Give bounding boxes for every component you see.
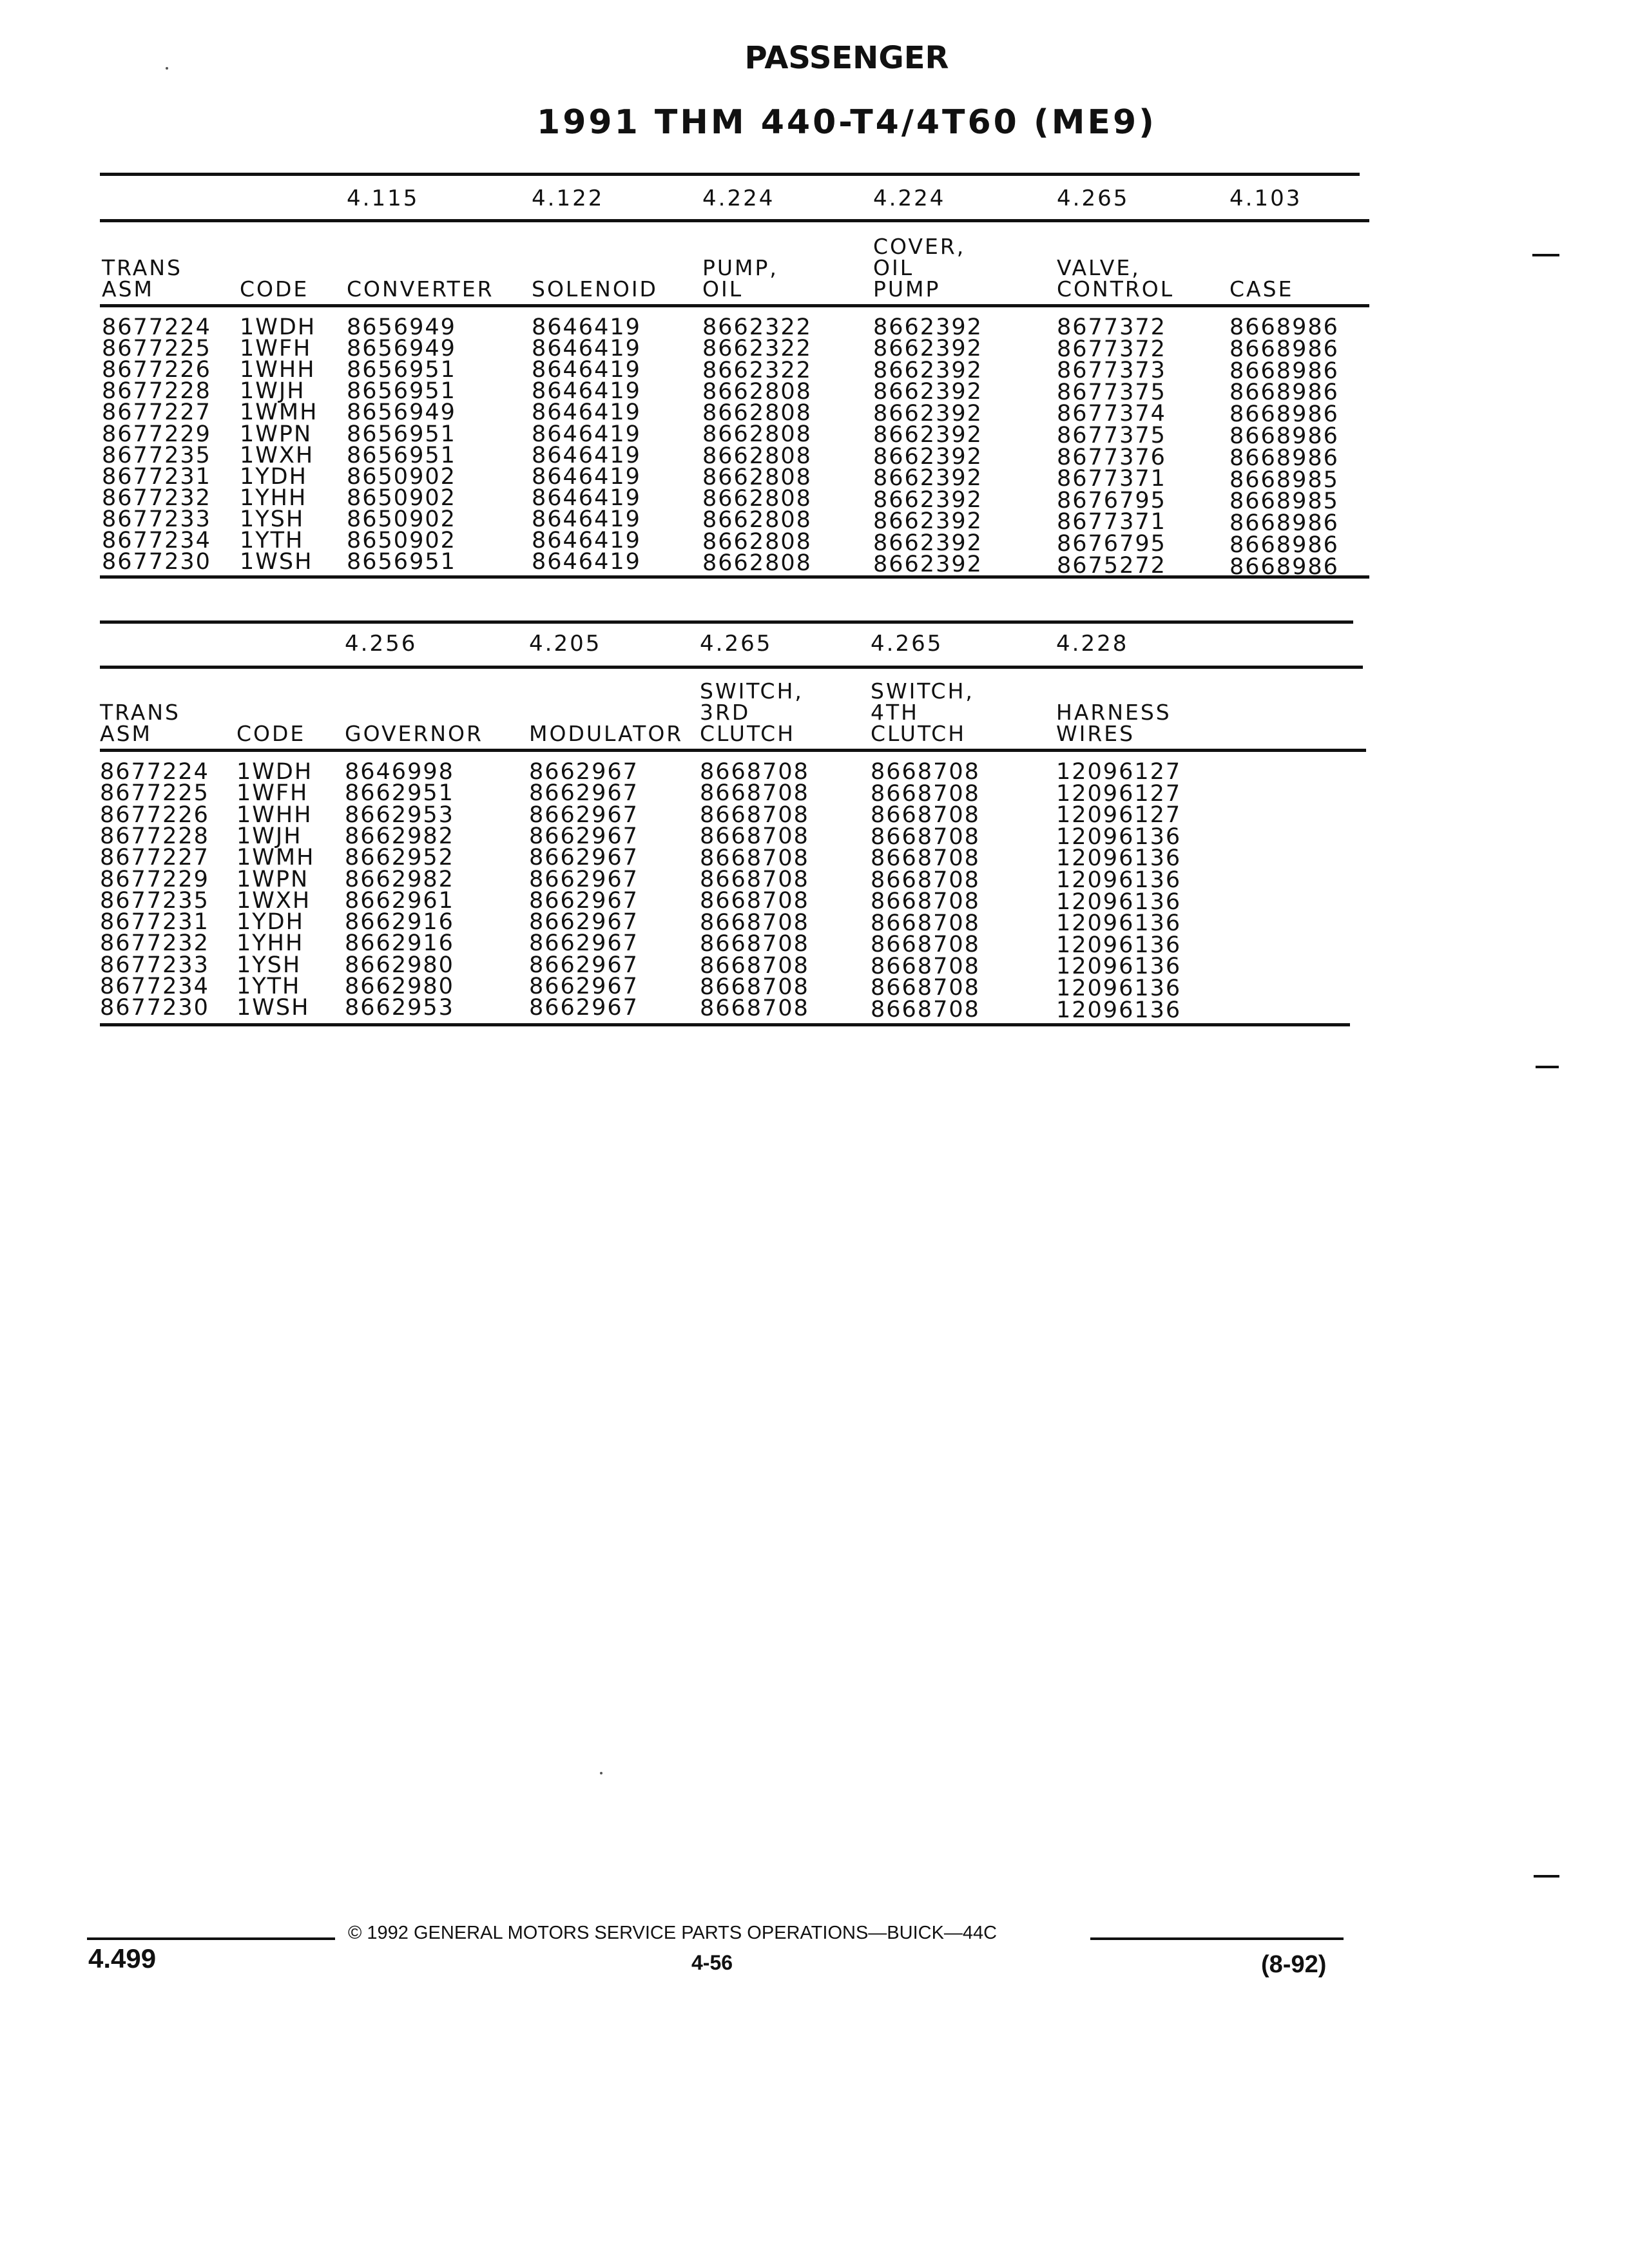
part-number: 8677228 bbox=[100, 823, 209, 849]
part-number: 8677371 bbox=[1057, 466, 1166, 492]
part-number: 8676795 bbox=[1057, 531, 1166, 557]
part-number: 8662967 bbox=[529, 780, 639, 807]
table2-bottom-rule bbox=[100, 1023, 1350, 1026]
section-number: 4.499 bbox=[88, 1943, 157, 1974]
part-number: 8662967 bbox=[529, 952, 639, 978]
code: 1YSH bbox=[240, 506, 305, 532]
part-number: 8677232 bbox=[102, 485, 211, 511]
code: 1WFH bbox=[236, 780, 309, 807]
ref-number: 4.224 bbox=[873, 186, 946, 211]
part-number: 8668986 bbox=[1229, 445, 1339, 471]
part-number: 8662953 bbox=[345, 995, 454, 1021]
part-number: 8656949 bbox=[347, 399, 456, 426]
part-number: 8662967 bbox=[529, 845, 639, 871]
part-number: 8646419 bbox=[532, 378, 641, 405]
part-number: 8677227 bbox=[100, 845, 209, 871]
column-header: COVER, OIL PUMP bbox=[873, 234, 966, 302]
part-number: 8662967 bbox=[529, 802, 639, 828]
part-number: 8662967 bbox=[529, 759, 639, 785]
part-number: 8677231 bbox=[102, 463, 211, 490]
ref-number: 4.205 bbox=[529, 631, 602, 657]
part-number: 8662953 bbox=[345, 802, 454, 828]
part-number: 8650902 bbox=[347, 463, 456, 490]
part-number: 8646419 bbox=[532, 463, 641, 490]
part-number: 8677374 bbox=[1057, 401, 1166, 427]
part-number: 8646419 bbox=[532, 506, 641, 532]
margin-mark bbox=[1534, 1875, 1559, 1878]
part-number: 8656951 bbox=[347, 549, 456, 575]
part-number: 8677230 bbox=[102, 549, 211, 575]
ref-number: 4.228 bbox=[1056, 631, 1129, 657]
part-number: 8646419 bbox=[532, 442, 641, 468]
part-number: 12096136 bbox=[1056, 889, 1182, 915]
part-number: 12096136 bbox=[1056, 997, 1182, 1023]
part-number: 8662982 bbox=[345, 823, 454, 849]
part-number: 8668708 bbox=[871, 845, 980, 871]
part-number: 8662967 bbox=[529, 974, 639, 999]
part-number: 12096136 bbox=[1056, 823, 1182, 850]
part-number: 8668708 bbox=[700, 931, 809, 957]
code: 1WMH bbox=[240, 399, 318, 426]
page-category: PASSENGER bbox=[744, 40, 949, 76]
part-number: 8646419 bbox=[532, 549, 641, 575]
part-number: 8668708 bbox=[871, 867, 980, 893]
part-number: 8662322 bbox=[702, 357, 812, 383]
part-number: 8662916 bbox=[345, 930, 454, 957]
part-number: 8668708 bbox=[871, 823, 980, 850]
ref-number: 4.103 bbox=[1229, 186, 1302, 211]
part-number: 8662392 bbox=[873, 422, 983, 448]
part-number: 8677224 bbox=[100, 759, 209, 785]
part-number: 8656951 bbox=[347, 357, 456, 383]
part-number: 8662808 bbox=[702, 378, 812, 405]
part-number: 8668986 bbox=[1229, 401, 1339, 428]
part-number: 8668708 bbox=[871, 932, 980, 957]
ref-number: 4.224 bbox=[702, 186, 775, 211]
part-number: 8662392 bbox=[873, 508, 983, 535]
column-header: CODE bbox=[240, 276, 309, 302]
part-number: 8662980 bbox=[345, 974, 454, 999]
part-number: 8677233 bbox=[100, 952, 209, 978]
part-number: 8668986 bbox=[1229, 532, 1339, 558]
part-number: 8677225 bbox=[102, 336, 211, 362]
part-number: 8656949 bbox=[347, 314, 456, 340]
part-number: 8646419 bbox=[532, 399, 641, 426]
column-header: HARNESS WIRES bbox=[1056, 700, 1171, 746]
part-number: 8677372 bbox=[1057, 336, 1166, 362]
part-number: 8668986 bbox=[1229, 314, 1339, 340]
part-number: 8677234 bbox=[100, 974, 209, 999]
part-number: 8662951 bbox=[345, 780, 454, 807]
part-number: 8677376 bbox=[1057, 444, 1166, 470]
footer-rule-right bbox=[1090, 1937, 1344, 1940]
code: 1WSH bbox=[236, 995, 310, 1021]
margin-mark bbox=[1532, 254, 1559, 256]
part-number: 12096127 bbox=[1056, 780, 1182, 807]
part-number: 8677375 bbox=[1057, 379, 1166, 405]
part-number: 8662808 bbox=[702, 464, 812, 490]
code: 1WPN bbox=[236, 866, 309, 892]
part-number: 8668708 bbox=[871, 910, 980, 936]
page-title: 1991 THM 440-T4/4T60 (ME9) bbox=[537, 103, 1157, 142]
part-number: 8668708 bbox=[871, 996, 980, 1023]
part-number: 8668986 bbox=[1229, 336, 1339, 362]
part-number: 8662808 bbox=[702, 443, 812, 469]
part-number: 12096136 bbox=[1056, 932, 1182, 958]
part-number: 8662392 bbox=[873, 486, 983, 513]
ref-number: 4.256 bbox=[345, 631, 418, 657]
part-number: 8677235 bbox=[100, 887, 209, 914]
code: 1YTH bbox=[236, 974, 301, 999]
part-number: 8662967 bbox=[529, 995, 639, 1021]
part-number: 8656951 bbox=[347, 378, 456, 405]
margin-mark bbox=[1536, 1066, 1559, 1068]
part-number: 8662967 bbox=[529, 887, 639, 914]
code: 1YDH bbox=[236, 909, 304, 936]
part-number: 8668986 bbox=[1229, 553, 1339, 580]
column-header: VALVE, CONTROL bbox=[1057, 255, 1175, 302]
part-number: 8668708 bbox=[700, 867, 809, 892]
part-number: 12096136 bbox=[1056, 867, 1182, 893]
scan-speck bbox=[166, 67, 168, 70]
code: 1YDH bbox=[240, 463, 307, 490]
part-number: 8662808 bbox=[702, 507, 812, 533]
part-number: 8668986 bbox=[1229, 358, 1339, 384]
column-header: SWITCH, 3RD CLUTCH bbox=[700, 678, 804, 746]
part-number: 8677234 bbox=[102, 528, 211, 553]
part-number: 8646419 bbox=[532, 528, 641, 553]
part-number: 8662808 bbox=[702, 528, 812, 555]
part-number: 8662980 bbox=[345, 952, 454, 978]
part-number: 8677230 bbox=[100, 995, 209, 1021]
part-number: 8677224 bbox=[102, 314, 211, 340]
part-number: 8662392 bbox=[873, 379, 983, 405]
part-number: 8656951 bbox=[347, 442, 456, 468]
part-number: 8662392 bbox=[873, 530, 983, 556]
code: 1WJH bbox=[236, 823, 302, 849]
part-number: 12096127 bbox=[1056, 759, 1182, 785]
part-number: 8677225 bbox=[100, 780, 209, 807]
part-number: 8662392 bbox=[873, 400, 983, 427]
code: 1WFH bbox=[240, 336, 312, 362]
part-number: 8677228 bbox=[102, 378, 211, 405]
part-number: 8662322 bbox=[702, 336, 812, 362]
ref-number: 4.122 bbox=[532, 186, 604, 211]
part-number: 8668708 bbox=[700, 759, 809, 785]
part-number: 8646419 bbox=[532, 314, 641, 340]
part-number: 8662808 bbox=[702, 550, 812, 576]
part-number: 8677229 bbox=[102, 421, 211, 447]
part-number: 8668708 bbox=[700, 823, 809, 850]
part-number: 8668708 bbox=[700, 845, 809, 871]
part-number: 8662392 bbox=[873, 443, 983, 470]
part-number: 8662961 bbox=[345, 887, 454, 914]
code: 1WSH bbox=[240, 549, 313, 575]
column-header: TRANS ASM bbox=[100, 700, 180, 746]
part-number: 8668986 bbox=[1229, 510, 1339, 537]
part-number: 8677229 bbox=[100, 866, 209, 892]
column-header: CONVERTER bbox=[347, 276, 494, 302]
code: 1YHH bbox=[236, 930, 304, 957]
column-header: PUMP, OIL bbox=[702, 255, 778, 302]
ref-number: 4.115 bbox=[347, 186, 419, 211]
part-number: 8677371 bbox=[1057, 509, 1166, 535]
page-number: 4-56 bbox=[691, 1951, 733, 1974]
copyright-notice: © 1992 GENERAL MOTORS SERVICE PARTS OPERATIONS—BUICK—44C bbox=[348, 1923, 998, 1943]
part-number: 8656951 bbox=[347, 421, 456, 447]
part-number: 8668708 bbox=[700, 909, 809, 936]
part-number: 8662967 bbox=[529, 823, 639, 849]
code: 1WXH bbox=[240, 442, 314, 468]
part-number: 8646419 bbox=[532, 357, 641, 383]
part-number: 8650902 bbox=[347, 528, 456, 553]
ref-number: 4.265 bbox=[1057, 186, 1130, 211]
part-number: 8677232 bbox=[100, 930, 209, 957]
column-header: MODULATOR bbox=[529, 721, 684, 746]
part-number: 8677372 bbox=[1057, 314, 1166, 340]
part-number: 8668708 bbox=[700, 888, 809, 914]
column-header: SOLENOID bbox=[532, 276, 658, 302]
part-number: 8668985 bbox=[1229, 466, 1339, 493]
part-number: 8668708 bbox=[871, 889, 980, 914]
scan-speck bbox=[600, 1772, 602, 1774]
part-number: 12096136 bbox=[1056, 975, 1182, 1001]
code: 1WDH bbox=[240, 314, 316, 340]
part-number: 8676795 bbox=[1057, 487, 1166, 514]
column-header: CASE bbox=[1229, 276, 1294, 302]
part-number: 8677375 bbox=[1057, 423, 1166, 448]
part-number: 8668708 bbox=[700, 952, 809, 979]
column-header: TRANS ASM bbox=[102, 255, 182, 302]
part-number: 8662967 bbox=[529, 909, 639, 936]
part-number: 8662392 bbox=[873, 314, 983, 340]
part-number: 8662322 bbox=[702, 314, 812, 340]
part-number: 8668708 bbox=[871, 802, 980, 828]
column-header: CODE bbox=[236, 721, 306, 746]
part-number: 8646419 bbox=[532, 336, 641, 362]
code: 1WMH bbox=[236, 845, 315, 871]
code: 1WPN bbox=[240, 421, 313, 447]
code: 1WDH bbox=[236, 759, 313, 785]
code: 1WJH bbox=[240, 378, 305, 405]
part-number: 8662808 bbox=[702, 486, 812, 512]
part-number: 8677226 bbox=[100, 802, 209, 828]
part-number: 8662392 bbox=[873, 551, 983, 577]
part-number: 8668985 bbox=[1229, 488, 1339, 515]
part-number: 8677235 bbox=[102, 442, 211, 468]
part-number: 8677233 bbox=[102, 506, 211, 532]
part-number: 8646419 bbox=[532, 485, 641, 511]
part-number: 12096136 bbox=[1056, 910, 1182, 937]
part-number: 8677373 bbox=[1057, 358, 1166, 384]
code: 1WHH bbox=[236, 802, 313, 828]
ref-number: 4.265 bbox=[871, 631, 943, 657]
code: 1WXH bbox=[236, 887, 311, 914]
part-number: 8662808 bbox=[702, 421, 812, 448]
table2-header-rule bbox=[100, 749, 1366, 752]
part-number: 8677226 bbox=[102, 357, 211, 383]
table2-top-rule bbox=[100, 620, 1353, 624]
code: 1YHH bbox=[240, 485, 307, 511]
ref-number: 4.265 bbox=[700, 631, 773, 657]
part-number: 8668708 bbox=[871, 953, 980, 979]
code: 1WHH bbox=[240, 357, 316, 383]
part-number: 8662967 bbox=[529, 866, 639, 892]
part-number: 8668708 bbox=[700, 995, 809, 1022]
part-number: 8668708 bbox=[700, 974, 809, 1000]
part-number: 8646419 bbox=[532, 421, 641, 447]
part-number: 8662392 bbox=[873, 357, 983, 383]
part-number: 8677231 bbox=[100, 909, 209, 936]
code: 1YTH bbox=[240, 528, 304, 553]
column-header: GOVERNOR bbox=[345, 721, 483, 746]
table1-bottom-rule bbox=[100, 575, 1369, 579]
revision-date: (8-92) bbox=[1261, 1951, 1327, 1978]
code: 1YSH bbox=[236, 952, 302, 978]
part-number: 8662808 bbox=[702, 400, 812, 426]
part-number: 8662952 bbox=[345, 845, 454, 871]
part-number: 8662916 bbox=[345, 909, 454, 936]
part-number: 8656949 bbox=[347, 336, 456, 362]
part-number: 12096136 bbox=[1056, 845, 1182, 872]
part-number: 8675272 bbox=[1057, 552, 1166, 579]
column-header: SWITCH, 4TH CLUTCH bbox=[871, 678, 974, 746]
part-number: 8650902 bbox=[347, 485, 456, 511]
table2-ref-rule bbox=[100, 666, 1363, 669]
part-number: 8662392 bbox=[873, 465, 983, 492]
part-number: 8668708 bbox=[871, 975, 980, 1001]
part-number: 8677227 bbox=[102, 399, 211, 426]
part-number: 8668708 bbox=[871, 759, 980, 785]
part-number: 8668986 bbox=[1229, 423, 1339, 449]
part-number: 8650902 bbox=[347, 506, 456, 532]
part-number: 12096127 bbox=[1056, 802, 1182, 829]
part-number: 8668986 bbox=[1229, 380, 1339, 406]
part-number: 8662967 bbox=[529, 930, 639, 957]
part-number: 8662982 bbox=[345, 866, 454, 892]
part-number: 12096136 bbox=[1056, 954, 1182, 980]
part-number: 8662392 bbox=[873, 336, 983, 362]
footer-rule-left bbox=[87, 1937, 335, 1940]
part-number: 8668708 bbox=[871, 780, 980, 807]
part-number: 8646998 bbox=[345, 759, 454, 785]
part-number: 8668708 bbox=[700, 802, 809, 828]
part-number: 8668708 bbox=[700, 780, 809, 807]
